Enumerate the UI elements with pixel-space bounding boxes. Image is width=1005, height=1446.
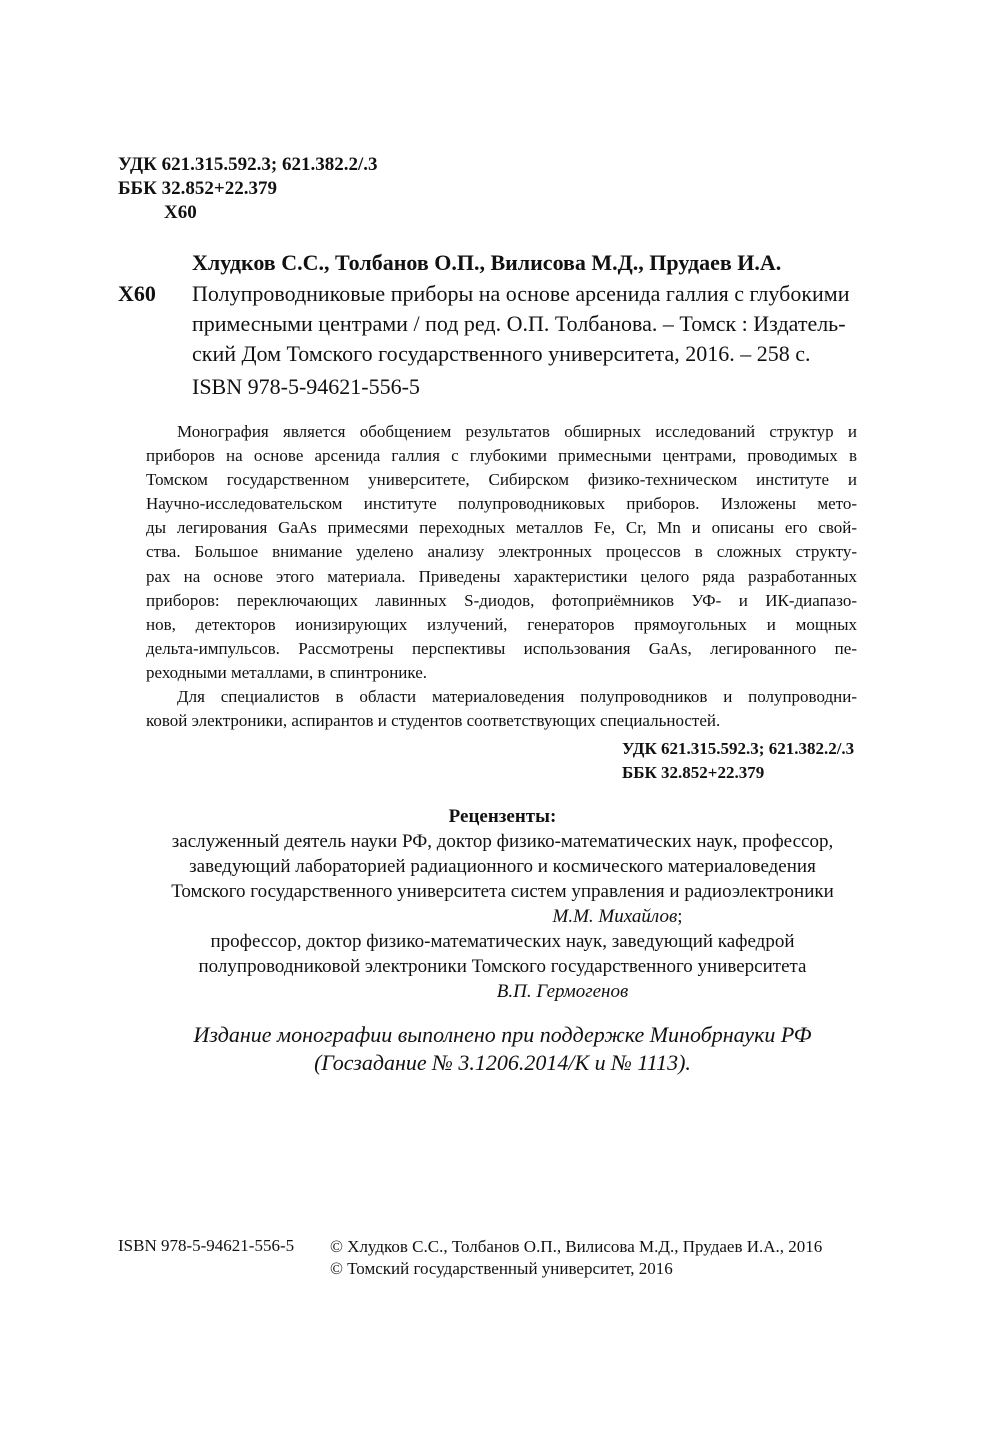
bibliographic-description <box>192 279 882 369</box>
annotation-line: приборов на основе арсенида галлия с глубокими примесными центрами, проводимых в <box>146 446 857 466</box>
reviewers-title: Рецензенты: <box>448 806 557 827</box>
reviewer-line: заведующий лабораторией радиационного и космического материаловедения <box>189 856 816 877</box>
reviewer-name-row <box>0 904 1005 929</box>
udc-code: УДК 621.315.592.3; 621.382.2/.3 <box>118 154 378 175</box>
annotation-line: ковой электроники, аспирантов и студентов соответствующих специальностей. <box>146 711 721 731</box>
bbk-code: ББК 32.852+22.379 <box>118 178 277 199</box>
classification-codes-repeat <box>622 737 854 785</box>
biblio-line: примесными центрами / под ред. О.П. Толбанова. – Томск : Издатель- <box>192 311 846 336</box>
copyright-block <box>330 1236 822 1280</box>
annotation <box>146 420 857 733</box>
author-sign-code: Х60 <box>164 202 197 223</box>
reviewer-line: полупроводниковой электроники Томского государственного университета <box>198 956 807 977</box>
annotation-line: Научно-исследовательском институте полупроводниковых приборов. Изложены мето- <box>146 494 857 514</box>
annotation-line: нов, детекторов ионизирующих излучений, генераторов прямоугольных и мощных <box>146 614 857 634</box>
author-sign: Х60 <box>118 281 156 306</box>
annotation-line: ства. Большое внимание уделено анализу электронных процессов в сложных структу- <box>146 542 857 562</box>
bbk-code-repeat: ББК 32.852+22.379 <box>622 763 765 782</box>
copyright-line: © Хлудков С.С., Толбанов О.П., Вилисова М.Д., Прудаев И.А., 2016 <box>330 1237 823 1256</box>
reviewer-name: В.П. Гермогенов <box>496 981 629 1002</box>
annotation-line: Для специалистов в области материаловедения полупроводников и полупроводни- <box>177 687 857 707</box>
reviewer-name: М.М. Михайлов <box>552 906 678 927</box>
annotation-line: рах на основе этого материала. Приведены характеристики целого ряда разработанных <box>146 566 857 586</box>
copyright-line: © Томский государственный университет, 2016 <box>330 1259 673 1278</box>
annotation-line: реходными металлами, в спинтронике. <box>146 662 428 682</box>
udc-code-repeat: УДК 621.315.592.3; 621.382.2/.3 <box>622 739 855 758</box>
biblio-line: Полупроводниковые приборы на основе арсенида галлия с глубокими <box>192 281 850 306</box>
support-line: (Госзадание № 3.1206.2014/К и № 1113). <box>314 1050 691 1075</box>
biblio-line: ский Дом Томского государственного университета, 2016. – 258 с. <box>192 341 811 366</box>
authors-line: Хлудков С.С., Толбанов О.П., Вилисова М.Д., Прудаев И.А. <box>192 250 782 275</box>
reviewer-line: Томского государственного университета систем управления и радиоэлектроники <box>171 881 834 902</box>
annotation-line: дельта-импульсов. Рассмотрены перспективы использования GaAs, легированного пе- <box>146 638 857 658</box>
annotation-line: Монография является обобщением результатов обширных исследований структур и <box>177 422 857 441</box>
reviewers <box>0 804 1005 1004</box>
isbn: ISBN 978-5-94621-556-5 <box>192 374 420 399</box>
reviewer-line: заслуженный деятель науки РФ, доктор физико-математических наук, профессор, <box>171 831 834 852</box>
reviewer-name-row <box>0 979 1005 1004</box>
classification-codes <box>118 153 377 225</box>
annotation-line: Томском государственном университете, Сибирском физико-техническом институте и <box>146 470 857 490</box>
reviewer-separator: ; <box>677 906 683 927</box>
annotation-line: ды легирования GaAs примесями переходных металлов Fe, Cr, Mn и описаны его свой- <box>146 518 857 538</box>
isbn-footer: ISBN 978-5-94621-556-5 <box>118 1236 295 1255</box>
reviewer-line: профессор, доктор физико-математических наук, заведующий кафедрой <box>210 931 795 952</box>
annotation-line: приборов: переключающих лавинных S-диодов, фотоприёмников УФ- и ИК-диапазо- <box>146 590 857 610</box>
support-note <box>0 1021 1005 1077</box>
support-line: Издание монографии выполнено при поддержке Минобрнауки РФ <box>193 1022 812 1047</box>
